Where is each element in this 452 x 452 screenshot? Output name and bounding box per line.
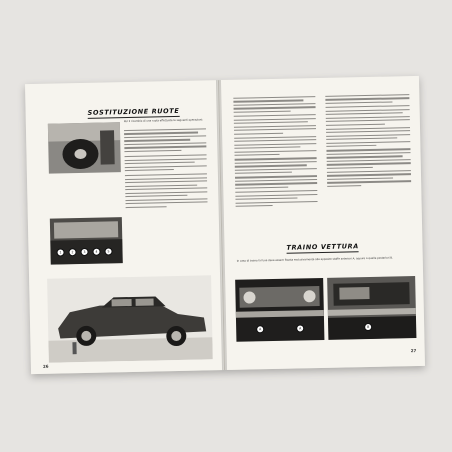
front-tow-hook-photo — [235, 278, 324, 342]
callout-front-a-left: A — [256, 325, 264, 333]
car-illustration — [47, 275, 213, 362]
left-page-title: SOSTITUZIONE RUOTE — [87, 106, 180, 117]
callout-1: 1 — [56, 248, 64, 256]
instructions-text-block — [124, 128, 208, 210]
right-page-number: 27 — [410, 348, 417, 354]
right-column-1-text — [233, 96, 317, 209]
left-page — [25, 80, 225, 374]
callout-5: 5 — [104, 247, 112, 255]
intro-text: Per il ricambio di una ruota effettuate le seguenti operazioni: — [123, 118, 204, 124]
car-on-jack-photo — [47, 275, 213, 362]
towing-text: In caso di traino la fune deve essere fissata esclusivamente alle apposite staffe anteriori A, oppure a quelle posteriori B. — [236, 256, 393, 263]
right-column-2-text — [325, 94, 411, 189]
open-booklet — [25, 76, 425, 374]
rear-tow-hook-photo — [327, 276, 416, 340]
left-page-number: 26 — [42, 363, 49, 369]
spare-wheel-photo — [48, 122, 121, 173]
trunk-tools-photo — [50, 217, 123, 264]
right-page-section-title: TRAINO VETTURA — [286, 242, 359, 252]
callout-3: 3 — [80, 248, 88, 256]
callout-rear-b: B — [364, 323, 372, 331]
callout-front-a-right: A — [296, 324, 304, 332]
callout-2: 2 — [68, 248, 76, 256]
right-page — [221, 76, 425, 370]
callout-4: 4 — [92, 248, 100, 256]
